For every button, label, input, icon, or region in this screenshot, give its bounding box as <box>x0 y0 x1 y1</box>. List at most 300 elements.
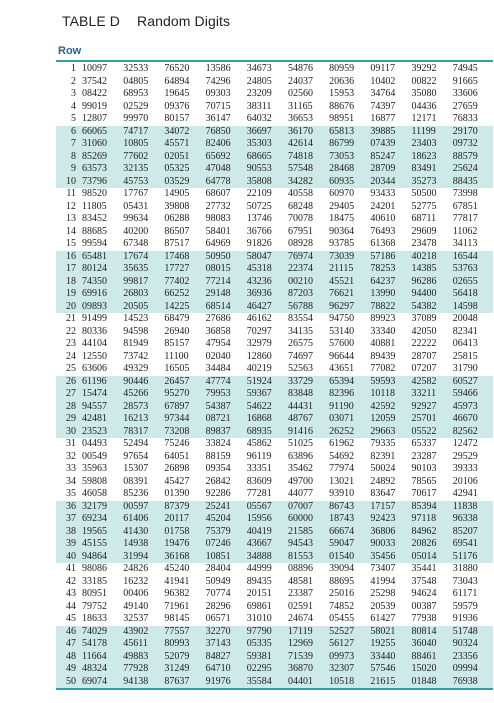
digit-group: 85236 <box>123 488 149 499</box>
digit-group: 94138 <box>122 676 163 689</box>
digit-group: 44999 <box>246 563 272 574</box>
digit-group: 77974 <box>329 463 355 474</box>
digit-group: 45240 <box>164 563 190 574</box>
table-row <box>56 551 493 564</box>
table-row <box>56 101 493 114</box>
digit-group: 96338 <box>452 513 493 526</box>
digit-group: 45204 <box>205 513 246 526</box>
top-rule <box>56 60 493 62</box>
row-number: 45 <box>66 613 76 624</box>
digit-group: 83452 <box>82 213 107 224</box>
digit-group: 29148 <box>205 288 246 301</box>
digit-group: 01848 <box>411 676 452 689</box>
digit-group: 28468 <box>328 163 369 176</box>
digit-group: 02040 <box>205 350 231 362</box>
digit-group: 28296 <box>205 600 231 612</box>
digit-group: 68607 <box>205 188 231 199</box>
digit-group: 69861 <box>246 600 272 612</box>
digit-group: 29405 <box>329 200 355 212</box>
table-row <box>56 63 493 76</box>
row-number: 22 <box>66 325 76 337</box>
digit-group: 64237 <box>369 276 410 289</box>
digit-group: 15474 <box>81 388 122 401</box>
digit-group: 27732 <box>205 200 231 212</box>
row-number: 26 <box>56 376 81 389</box>
digit-group: 40610 <box>370 213 396 224</box>
digit-group: 35584 <box>246 676 287 689</box>
digit-group: 64969 <box>205 238 231 249</box>
row-number: 28 <box>56 401 81 414</box>
digit-group: 52494 <box>123 438 149 449</box>
digit-group: 15020 <box>411 663 452 676</box>
digit-group: 54876 <box>287 63 313 74</box>
digit-group: 36870 <box>287 663 328 676</box>
table-row <box>56 176 493 189</box>
digit-group: 21615 <box>369 676 410 689</box>
digit-group: 63573 <box>81 163 122 176</box>
digit-group: 08721 <box>205 413 246 426</box>
row-number: 15 <box>66 238 76 249</box>
digit-group: 59367 <box>246 388 287 401</box>
digit-group: 15307 <box>123 463 149 474</box>
digit-group: 98951 <box>329 113 355 124</box>
digit-group: 00210 <box>287 276 328 289</box>
digit-group: 64032 <box>246 113 272 124</box>
table-row <box>56 663 493 676</box>
row-number: 11 <box>66 188 76 199</box>
digit-group: 14385 <box>411 263 452 276</box>
digit-group: 12807 <box>82 113 107 124</box>
digit-group: 35303 <box>246 138 287 151</box>
row-number: 23 <box>66 338 76 349</box>
digit-group: 67951 <box>287 225 313 237</box>
digit-group: 52775 <box>411 200 437 212</box>
digit-group: 27659 <box>452 100 478 112</box>
digit-group: 27686 <box>205 313 231 324</box>
digit-group: 83848 <box>287 388 328 401</box>
digit-group: 82391 <box>370 450 396 462</box>
digit-group: 64710 <box>205 663 246 676</box>
digit-group: 04805 <box>123 75 149 87</box>
row-number: 5 <box>71 113 76 124</box>
digit-group: 33351 <box>246 463 272 474</box>
digit-group: 54387 <box>205 401 246 414</box>
digit-group: 60935 <box>328 176 369 189</box>
digit-group: 73742 <box>123 350 149 362</box>
digit-group: 45318 <box>246 263 287 276</box>
digit-group: 58401 <box>205 225 231 237</box>
digit-group: 66252 <box>163 288 204 301</box>
table-body <box>56 63 493 688</box>
digit-group: 41994 <box>370 575 396 587</box>
digit-group: 34135 <box>287 325 313 337</box>
digit-group: 46670 <box>452 413 493 426</box>
table-row <box>56 188 493 201</box>
digit-group: 12860 <box>246 350 272 362</box>
digit-group: 02295 <box>246 663 287 676</box>
digit-group: 71539 <box>287 651 328 664</box>
row-number: 24 <box>66 350 76 362</box>
digit-group: 11664 <box>81 651 122 664</box>
digit-group: 40200 <box>123 225 149 237</box>
digit-group: 76974 <box>287 251 328 264</box>
digit-group: 80336 <box>82 325 107 337</box>
digit-group: 09893 <box>81 301 122 314</box>
digit-group: 90553 <box>246 163 287 176</box>
digit-group: 89439 <box>370 350 396 362</box>
digit-group: 36653 <box>287 113 313 124</box>
digit-group: 88695 <box>329 575 355 587</box>
digit-group: 12171 <box>411 113 437 124</box>
table-row <box>56 88 493 101</box>
digit-group: 50950 <box>205 251 246 264</box>
digit-group: 69074 <box>81 676 122 689</box>
digit-group: 50725 <box>246 200 272 212</box>
row-number: 6 <box>56 126 81 139</box>
row-number: 20 <box>56 301 81 314</box>
digit-group: 05522 <box>411 426 452 439</box>
digit-group: 76621 <box>328 288 369 301</box>
digit-group: 88685 <box>82 225 107 237</box>
digit-group: 33340 <box>370 325 396 337</box>
digit-group: 05014 <box>411 551 452 564</box>
digit-group: 89923 <box>370 313 396 324</box>
digit-group: 11199 <box>411 126 452 139</box>
digit-group: 50024 <box>370 463 396 474</box>
row-number: 46 <box>56 626 81 639</box>
row-number: 37 <box>56 513 81 526</box>
digit-group: 25815 <box>452 350 478 362</box>
digit-group: 10402 <box>370 75 396 87</box>
digit-group: 85157 <box>164 338 190 349</box>
digit-group: 78822 <box>369 301 410 314</box>
digit-group: 28709 <box>369 163 410 176</box>
digit-group: 75246 <box>164 438 190 449</box>
digit-group: 42614 <box>287 138 328 151</box>
digit-group: 20539 <box>370 600 396 612</box>
digit-group: 76493 <box>370 225 396 237</box>
digit-group: 78253 <box>369 263 410 276</box>
digit-group: 73053 <box>328 151 369 164</box>
digit-group: 23478 <box>411 238 437 249</box>
digit-group: 68935 <box>246 426 287 439</box>
digit-group: 47774 <box>205 376 246 389</box>
digit-group: 13586 <box>205 63 231 74</box>
row-number: 31 <box>66 438 76 449</box>
digit-group: 17727 <box>163 263 204 276</box>
digit-group: 86743 <box>328 501 369 514</box>
digit-group: 16877 <box>370 113 396 124</box>
digit-group: 02529 <box>123 100 149 112</box>
digit-group: 18475 <box>329 213 355 224</box>
digit-group: 17674 <box>122 251 163 264</box>
digit-group: 20048 <box>452 313 478 324</box>
digit-group: 74397 <box>370 100 396 112</box>
digit-group: 53763 <box>452 263 493 276</box>
digit-group: 74818 <box>287 151 328 164</box>
digit-group: 20826 <box>411 538 452 551</box>
table-row <box>56 638 493 651</box>
digit-group: 57600 <box>329 338 355 349</box>
digit-group: 36147 <box>205 113 231 124</box>
digit-group: 23287 <box>411 450 437 462</box>
digit-group: 07007 <box>287 501 328 514</box>
digit-group: 39292 <box>411 63 437 74</box>
digit-group: 63606 <box>82 363 107 374</box>
digit-group: 82341 <box>452 325 478 337</box>
digit-group: 85269 <box>81 151 122 164</box>
row-number: 44 <box>66 600 76 612</box>
digit-group: 17119 <box>287 626 328 639</box>
digit-group: 70297 <box>246 325 272 337</box>
digit-group: 89435 <box>246 575 272 587</box>
table-row <box>56 76 493 89</box>
digit-group: 96119 <box>246 450 272 462</box>
digit-group: 07246 <box>205 538 246 551</box>
digit-group: 14225 <box>163 301 204 314</box>
digit-group: 86799 <box>328 138 369 151</box>
digit-group: 31249 <box>163 663 204 676</box>
digit-group: 05431 <box>123 200 149 212</box>
table-row <box>56 376 493 389</box>
digit-group: 35963 <box>82 463 107 474</box>
table-row <box>56 438 493 451</box>
digit-group: 54178 <box>81 638 122 651</box>
digit-group: 45611 <box>122 638 163 651</box>
digit-group: 51025 <box>287 438 313 449</box>
digit-group: 98083 <box>205 213 231 224</box>
digit-group: 26898 <box>164 463 190 474</box>
digit-group: 00597 <box>122 501 163 514</box>
digit-group: 32135 <box>122 163 163 176</box>
digit-group: 56127 <box>328 638 369 651</box>
digit-group: 75379 <box>205 526 246 539</box>
row-number: 14 <box>66 225 76 237</box>
digit-group: 01758 <box>163 526 204 539</box>
digit-group: 61427 <box>370 613 396 624</box>
digit-group: 20151 <box>246 588 272 599</box>
digit-group: 56418 <box>452 288 493 301</box>
digit-group: 40218 <box>411 251 452 264</box>
digit-group: 35456 <box>369 551 410 564</box>
digit-group: 68711 <box>411 213 437 224</box>
digit-group: 91936 <box>452 613 478 624</box>
digit-group: 00406 <box>123 588 149 599</box>
digit-group: 07439 <box>369 138 410 151</box>
digit-group: 52563 <box>287 363 313 374</box>
digit-group: 29663 <box>369 426 410 439</box>
digit-group: 85207 <box>452 526 493 539</box>
digit-group: 02655 <box>452 276 493 289</box>
row-number: 40 <box>56 551 81 564</box>
digit-group: 24805 <box>246 75 272 87</box>
digit-group: 90324 <box>452 638 493 651</box>
digit-group: 87203 <box>287 288 328 301</box>
digit-group: 74029 <box>81 626 122 639</box>
row-number: 25 <box>66 363 76 374</box>
digit-group: 83554 <box>287 313 313 324</box>
row-number: 18 <box>56 276 81 289</box>
table-row <box>56 451 493 464</box>
digit-group: 17468 <box>163 251 204 264</box>
digit-group: 51176 <box>452 551 493 564</box>
table-row <box>56 526 493 539</box>
digit-group: 36170 <box>287 126 328 139</box>
digit-group: 98520 <box>82 188 107 199</box>
digit-group: 26457 <box>163 376 204 389</box>
digit-group: 73208 <box>163 426 204 439</box>
table-row <box>56 263 493 276</box>
digit-group: 47954 <box>205 338 231 349</box>
digit-group: 68514 <box>205 301 246 314</box>
row-number: 10 <box>56 176 81 189</box>
digit-group: 25298 <box>370 588 396 599</box>
digit-group: 77281 <box>246 488 272 499</box>
digit-group: 39333 <box>452 463 478 474</box>
table-row <box>56 238 493 251</box>
table-row <box>56 626 493 639</box>
row-number: 34 <box>66 475 76 487</box>
digit-group: 23209 <box>246 88 272 99</box>
digit-group: 25624 <box>452 163 493 176</box>
digit-group: 37542 <box>82 75 107 87</box>
digit-group: 09303 <box>205 88 231 99</box>
digit-group: 54382 <box>411 301 452 314</box>
digit-group: 45155 <box>81 538 122 551</box>
row-number: 48 <box>56 651 81 664</box>
digit-group: 12472 <box>452 438 478 449</box>
digit-group: 49700 <box>287 475 313 487</box>
digit-group: 88435 <box>452 176 493 189</box>
digit-group: 54622 <box>246 401 287 414</box>
digit-group: 35441 <box>411 563 437 574</box>
digit-group: 11062 <box>452 225 478 237</box>
digit-group: 53140 <box>329 325 355 337</box>
row-number: 33 <box>66 463 76 474</box>
digit-group: 39885 <box>369 126 410 139</box>
digit-group: 80993 <box>163 638 204 651</box>
digit-group: 49329 <box>123 363 149 374</box>
digit-group: 19645 <box>164 88 190 99</box>
digit-group: 61406 <box>122 513 163 526</box>
digit-group: 28573 <box>122 401 163 414</box>
table-row <box>56 388 493 401</box>
digit-group: 61368 <box>370 238 396 249</box>
digit-group: 12969 <box>287 638 328 651</box>
digit-group: 91416 <box>287 426 328 439</box>
digit-group: 11805 <box>82 200 107 212</box>
bottom-rule <box>56 688 493 690</box>
digit-group: 29170 <box>452 126 493 139</box>
digit-group: 73998 <box>452 188 478 199</box>
digit-group: 31880 <box>452 563 478 574</box>
digit-group: 64894 <box>164 75 190 87</box>
digit-group: 45862 <box>246 438 272 449</box>
digit-group: 52527 <box>328 626 369 639</box>
digit-group: 96286 <box>411 276 452 289</box>
digit-group: 43902 <box>122 626 163 639</box>
digit-group: 29529 <box>452 450 478 462</box>
digit-group: 19565 <box>81 526 122 539</box>
digit-group: 48324 <box>81 663 122 676</box>
table-row <box>56 401 493 414</box>
table-row <box>56 226 493 239</box>
digit-group: 12059 <box>369 413 410 426</box>
digit-group: 92423 <box>369 513 410 526</box>
digit-group: 99970 <box>123 113 149 124</box>
digit-group: 76833 <box>452 113 478 124</box>
digit-group: 89837 <box>205 426 246 439</box>
digit-group: 25241 <box>205 501 246 514</box>
table-title <box>62 13 230 29</box>
table-row <box>56 363 493 376</box>
digit-group: 31994 <box>122 551 163 564</box>
digit-group: 16868 <box>246 413 287 426</box>
digit-group: 97344 <box>163 413 204 426</box>
table-row <box>56 576 493 589</box>
digit-group: 18623 <box>411 151 452 164</box>
digit-group: 06571 <box>205 613 231 624</box>
digit-group: 94864 <box>81 551 122 564</box>
row-number: 49 <box>56 663 81 676</box>
digit-group: 45571 <box>163 138 204 151</box>
digit-group: 02560 <box>287 88 313 99</box>
digit-group: 88579 <box>452 151 493 164</box>
table-name: Random Digits <box>137 13 231 29</box>
digit-group: 80157 <box>164 113 190 124</box>
digit-group: 68665 <box>246 151 287 164</box>
table-row <box>56 476 493 489</box>
digit-group: 42592 <box>369 401 410 414</box>
row-number: 30 <box>56 426 81 439</box>
digit-group: 66674 <box>328 526 369 539</box>
table-row <box>56 126 493 139</box>
digit-group: 65337 <box>411 438 437 449</box>
digit-group: 31165 <box>287 100 313 112</box>
digit-group: 46427 <box>246 301 287 314</box>
digit-group: 11100 <box>164 350 189 362</box>
digit-group: 70774 <box>205 588 231 599</box>
digit-group: 45521 <box>328 276 369 289</box>
digit-group: 05455 <box>329 613 355 624</box>
digit-group: 42050 <box>411 325 437 337</box>
digit-group: 70617 <box>411 488 437 499</box>
digit-group: 33185 <box>82 575 107 587</box>
digit-group: 39094 <box>329 563 355 574</box>
row-number: 43 <box>66 588 76 599</box>
digit-group: 35080 <box>411 88 437 99</box>
digit-group: 34113 <box>452 238 478 249</box>
digit-group: 65394 <box>328 376 369 389</box>
digit-group: 74852 <box>329 600 355 612</box>
digit-group: 61962 <box>329 438 355 449</box>
digit-group: 78317 <box>122 426 163 439</box>
digit-group: 20344 <box>369 176 410 189</box>
table-row <box>56 613 493 626</box>
row-number: 42 <box>66 575 76 587</box>
digit-group: 90033 <box>369 538 410 551</box>
digit-group: 35462 <box>287 463 313 474</box>
row-number: 19 <box>56 288 81 301</box>
table-row <box>56 351 493 364</box>
digit-group: 65481 <box>81 251 122 264</box>
digit-group: 16213 <box>122 413 163 426</box>
table-row <box>56 513 493 526</box>
digit-group: 05325 <box>163 163 204 176</box>
digit-group: 76850 <box>205 126 246 139</box>
table-row <box>56 488 493 501</box>
digit-group: 19476 <box>163 538 204 551</box>
